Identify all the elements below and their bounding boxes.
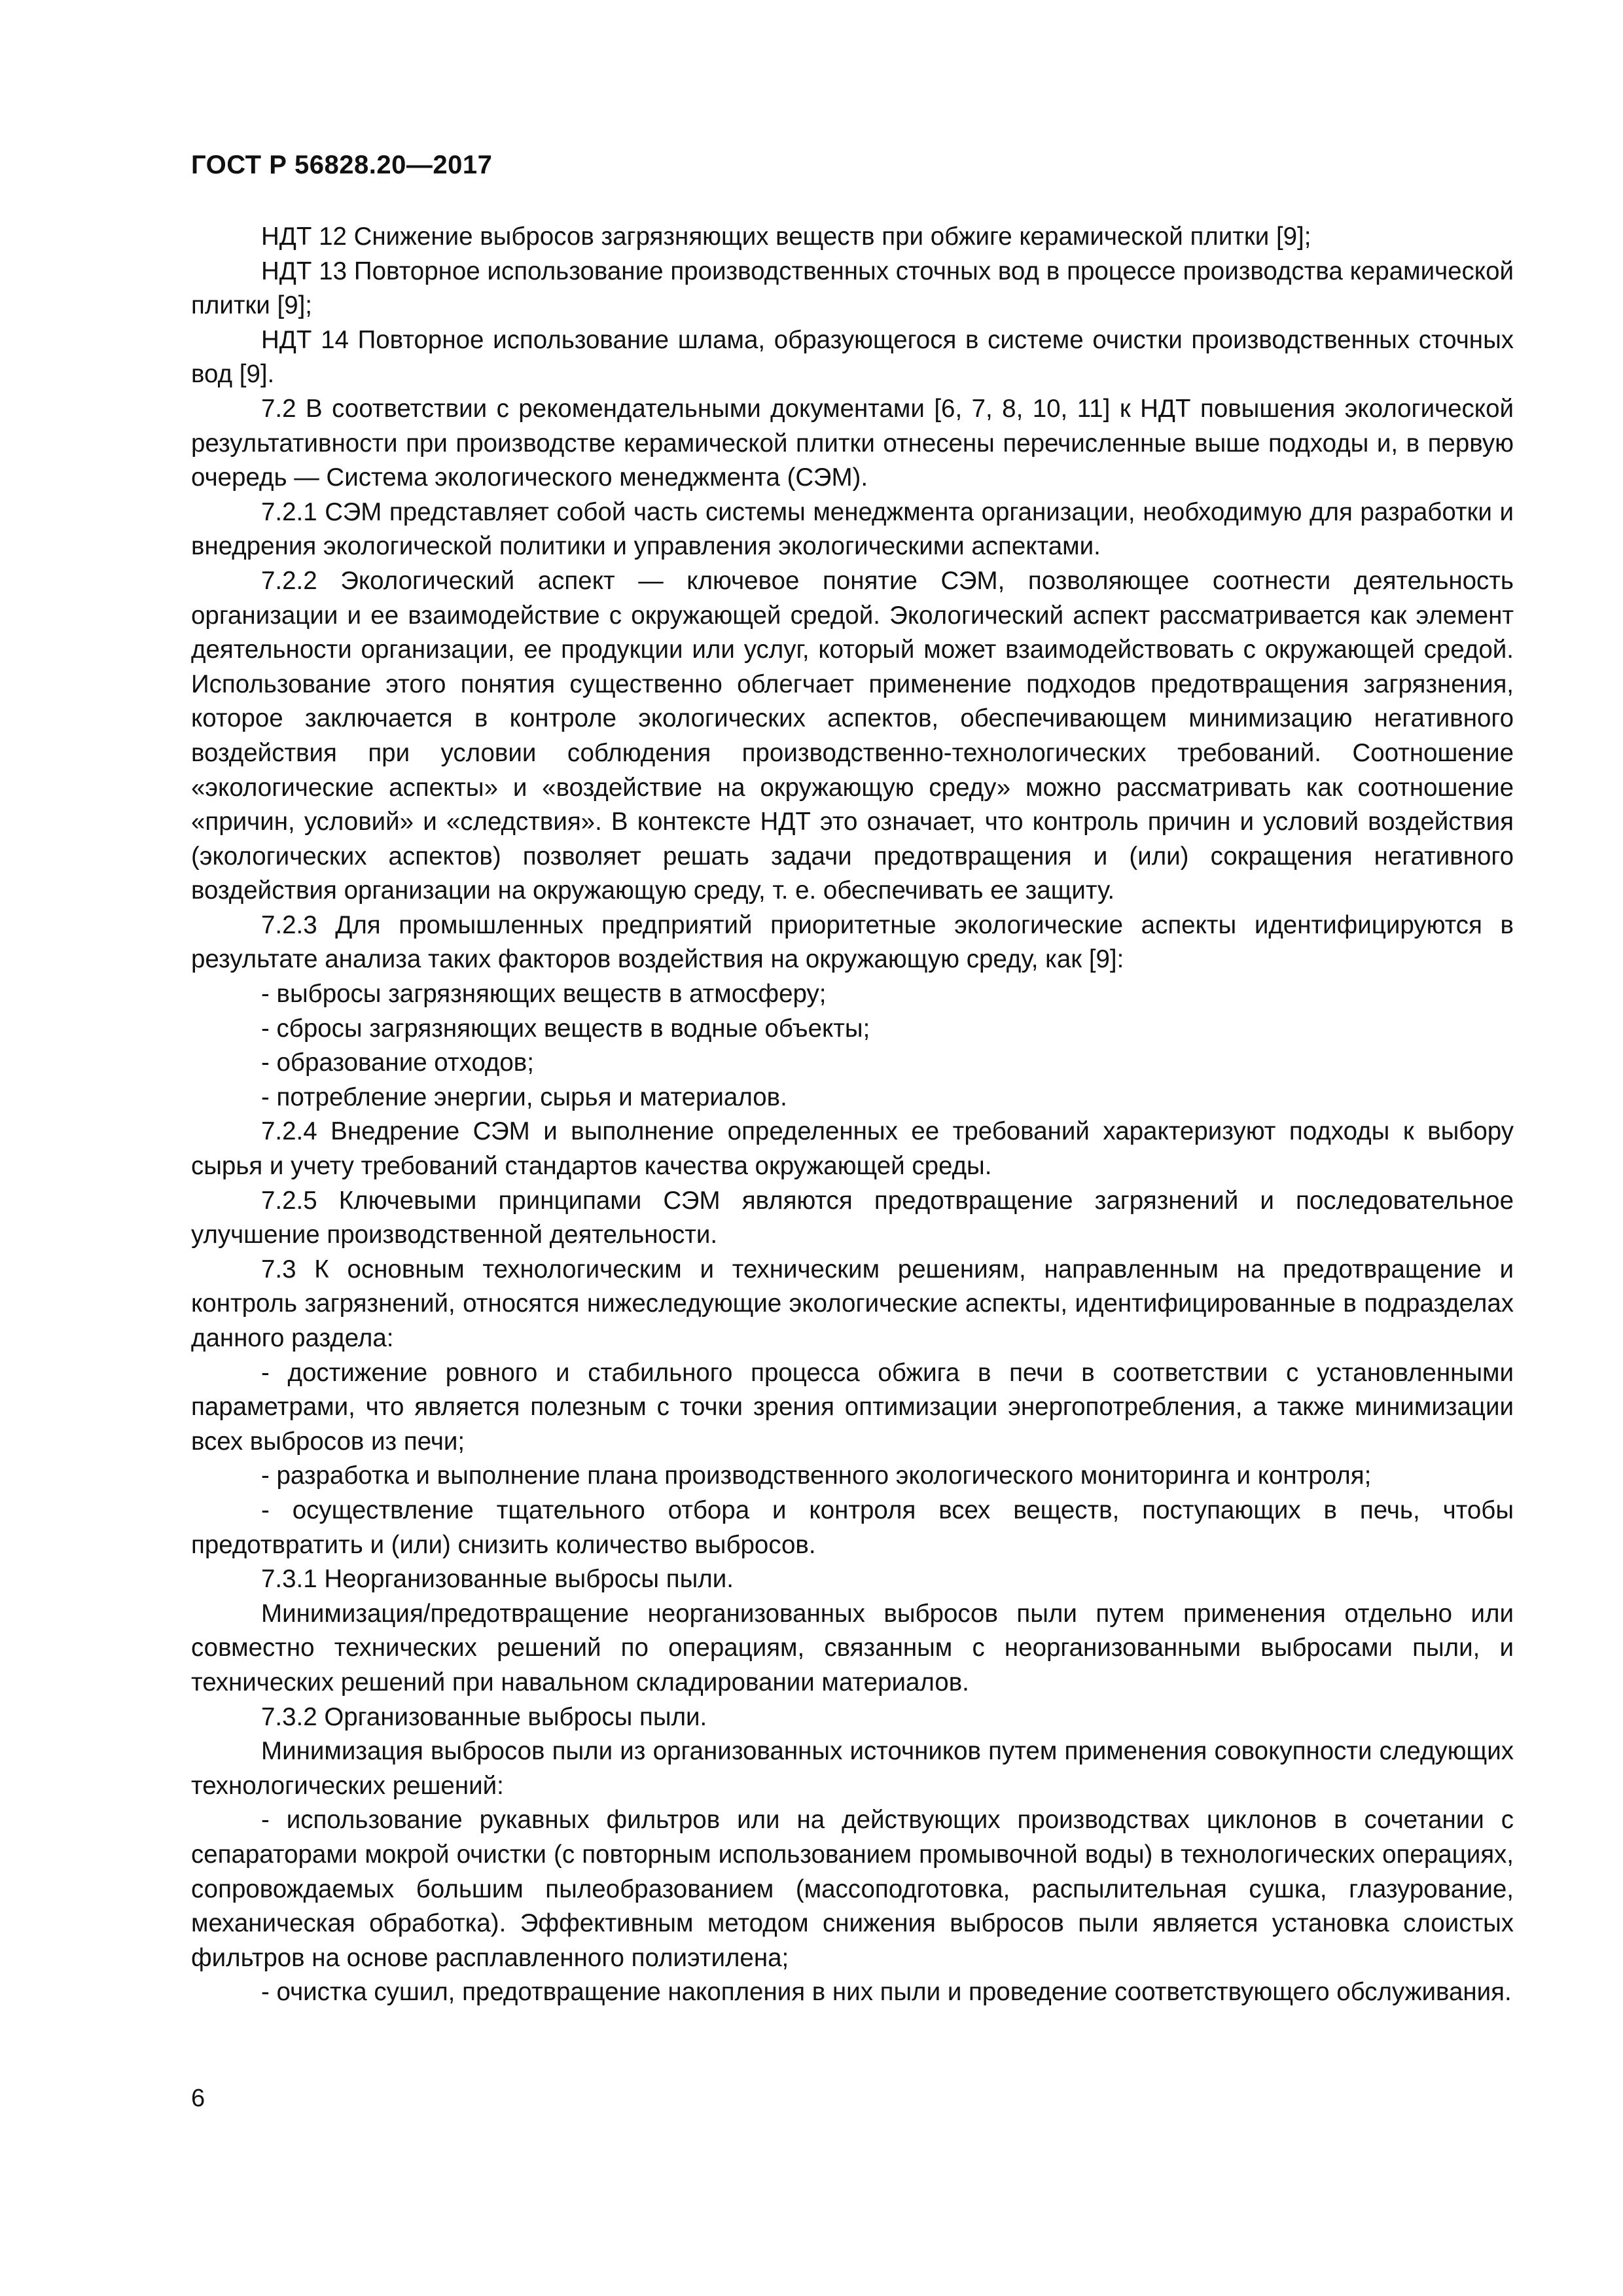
- paragraph-7-3: 7.3 К основным технологическим и техническим решениям, направленным на предотвращение и контроль загрязнений, относятся нижеследующие экологические аспекты, идентифицированные в подразделах данного раздела:: [191, 1255, 1514, 1352]
- list-item-resource-consumption: - потребление энергии, сырья и материалов.: [261, 1083, 787, 1111]
- list-item-dryer-cleaning: - очистка сушил, предотвращение накопления в них пыли и проведение соответствующего обслуживания.: [261, 1978, 1512, 2007]
- paragraph-ndt-12: НДТ 12 Снижение выбросов загрязняющих веществ при обжиге керамической плитки [9];: [261, 223, 1311, 251]
- paragraph-7-2-3: 7.2.3 Для промышленных предприятий приоритетные экологические аспекты идентифицируются в результате анализа таких факторов воздействия на окружающую среду, как [9]:: [191, 910, 1514, 974]
- document-header-standard-number: ГОСТ Р 56828.20—2017: [191, 151, 493, 179]
- paragraph-7-2: 7.2 В соответствии с рекомендательными документами [6, 7, 8, 10, 11] к НДТ повышения экологической результативности при производстве керамической плитки отнесены перечисленные выше подходы и, в первую очередь — Система экологического менеджмента (СЭМ).: [191, 394, 1514, 492]
- list-item-waste-generation: - образование отходов;: [261, 1049, 534, 1077]
- list-item-air-emissions: - выбросы загрязняющих веществ в атмосферу;: [261, 980, 827, 1009]
- list-item-monitoring-plan: - разработка и выполнение плана производственного экологического мониторинга и контроля;: [261, 1462, 1372, 1490]
- paragraph-7-2-2: 7.2.2 Экологический аспект — ключевое понятие СЭМ, позволяющее соотнести деятельность организации и ее взаимодействие с окружающей средой. Экологический аспект рассматривается как элемент деятельности организации, ее продукции или услуг, который может взаимодействовать с окружающей средой. Использование этого понятия существенно облегчает применение подходов предотвращения загрязнения, которое заключается в контроле экологических аспектов, обеспечивающем минимизацию негативного воздействия при условии соблюдения производственно-технологических требований. Соотношение «экологические аспекты» и «воздействие на окружающую среду» можно рассматривать как соотношение «причин, условий» и «следствия». В контексте НДТ это означает, что контроль причин и условий воздействия (экологических аспектов) позволяет решать задачи предотвращения и (или) сокращения негативного воздействия организации на окружающую среду, т. е. обеспечивать ее защиту.: [191, 566, 1514, 905]
- paragraph-7-3-1: 7.3.1 Неорганизованные выбросы пыли.: [261, 1565, 734, 1594]
- paragraph-7-3-2: 7.3.2 Организованные выбросы пыли.: [261, 1702, 707, 1731]
- paragraph-ndt-14: НДТ 14 Повторное использование шлама, образующегося в системе очистки производственных сточных вод [9].: [191, 325, 1514, 389]
- paragraph-ndt-13: НДТ 13 Повторное использование производственных сточных вод в процессе производства керамической плитки [9];: [191, 257, 1514, 320]
- list-item-bag-filters: - использование рукавных фильтров или на действующих производствах циклонов в сочетании с сепараторами мокрой очистки (с повторным использованием промывочной воды) в технологических операциях, сопровождаемых большим пылеобразованием (массоподготовка, распылительная сушка, глазурование, механическая обработка). Эффективным методом снижения выбросов пыли является установка слоистых фильтров на основе расплавленного полиэтилена;: [191, 1806, 1514, 1972]
- paragraph-organized-dust: Минимизация выбросов пыли из организованных источников путем применения совокупности следующих технологических решений:: [191, 1737, 1514, 1800]
- document-body: [191, 220, 1514, 2010]
- paragraph-fugitive-dust: Минимизация/предотвращение неорганизованных выбросов пыли путем применения отдельно или совместно технических решений по операциям, связанным с неорганизованными выбросами пыли, и технических решений при навальном складировании материалов.: [191, 1599, 1514, 1696]
- paragraph-7-2-4: 7.2.4 Внедрение СЭМ и выполнение определенных ее требований характеризуют подходы к выбору сырья и учету требований стандартов качества окружающей среды.: [191, 1117, 1514, 1181]
- paragraph-7-2-5: 7.2.5 Ключевыми принципами СЭМ являются предотвращение загрязнений и последовательное улучшение производственной деятельности.: [191, 1186, 1514, 1249]
- list-item-water-discharges: - сбросы загрязняющих веществ в водные объекты;: [261, 1014, 870, 1043]
- list-item-firing-process: - достижение ровного и стабильного процесса обжига в печи в соответствии с установленными параметрами, что является полезным с точки зрения оптимизации энергопотребления, а также минимизации всех выбросов из печи;: [191, 1358, 1514, 1456]
- list-item-material-control: - осуществление тщательного отбора и контроля всех веществ, поступающих в печь, чтобы предотвратить и (или) снизить количество выбросов.: [191, 1496, 1514, 1559]
- page-number: 6: [191, 2085, 205, 2112]
- paragraph-7-2-1: 7.2.1 СЭМ представляет собой часть системы менеджмента организации, необходимую для разработки и внедрения экологической политики и управления экологическими аспектами.: [191, 497, 1514, 561]
